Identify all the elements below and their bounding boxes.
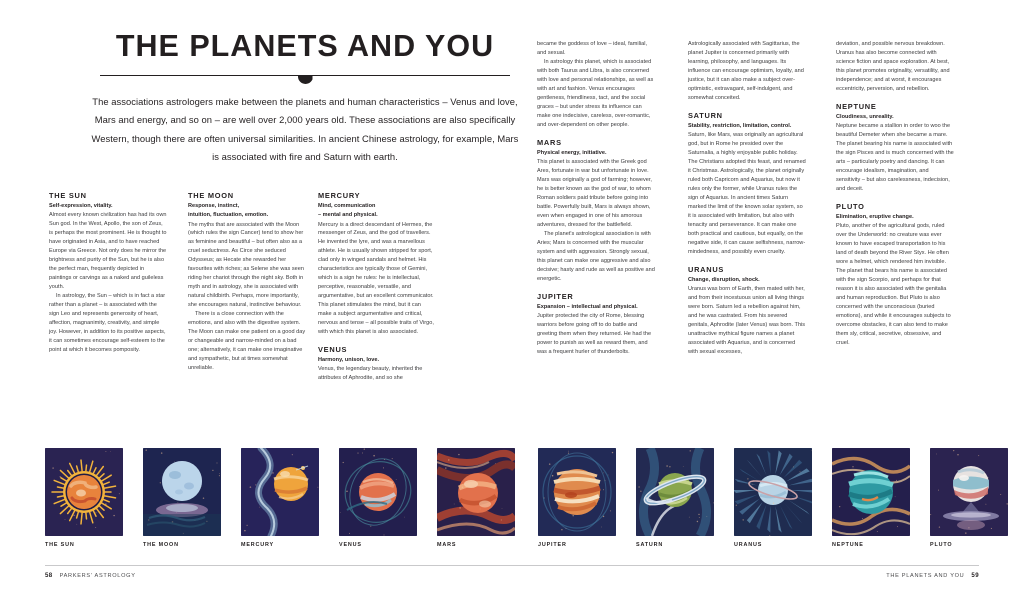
- planet-card-sun[interactable]: [45, 448, 123, 548]
- planet-caption: MARS: [437, 542, 457, 548]
- planet-card-neptune[interactable]: [832, 448, 910, 548]
- sun-illustration: [45, 448, 123, 536]
- section-subheading: Elimination, eruptive change.: [836, 213, 914, 220]
- body-paragraph: In astrology, the Sun – which is in fact a star rather than a planet – is associated with the sign Leo and represents generosity of heart, affection, magnanimity, creativity, and simple joy. However, in addition to its positive aspects, it can sometimes encourage self-esteem to the point at which it becomes pomposity.: [49, 293, 166, 353]
- planet-caption: SATURN: [636, 542, 664, 548]
- divider-dot-icon: [298, 69, 313, 84]
- body-paragraph: Saturn, like Mars, was originally an agricultural god, but in Rome he presided over the Saturnalia, a highly enjoyable public holiday. The Christians adopted this feast, and renamed it Christmas. Astrologically, the planet originally ruled both Capricorn and Aquarius, but now it rules only the former, while Uranus rules the sign of Aquarius. In ancient times Saturn marked the limit of the known solar system, so it is associated with limitation, but also with tenacity and perseverance. It can make one both practical and cautious, but equally, on the negative side, it can cause selfishness, narrow-mindedness, and possibly even cruelty.: [688, 132, 806, 255]
- section-subheading: Expansion – intellectual and physical.: [537, 303, 638, 310]
- jupiter-illustration: [538, 448, 616, 536]
- body-paragraph: The planet's astrological association is with Aries; Mars is concerned with the muscular system and with aggression. Strongly sexual, this planet can make one aggressive and also decisive; hasty and rude as well as positive and energetic.: [537, 230, 655, 282]
- title-block: [90, 30, 520, 166]
- column-jupiter-saturn-uranus: [688, 40, 806, 357]
- section-subheading: Cloudiness, unreality.: [836, 113, 894, 120]
- body-paragraph: Jupiter protected the city of Rome, blessing warriors before going off to do battle and greeting them when they returned. He had the power to punish as well as reward them, and was a frequent hurler of thunderbolts.: [537, 313, 652, 355]
- body-paragraph: This planet is associated with the Greek god Ares, fortunate in war but unfortunate in love. Mars was originally a god of farming; however, he is better known as the god of war, to whom Roman soldiers paid tribute before going into battle. Powerfully built, Mars is always shown, even when engaged in one of his amorous adventures, dressed for the battlefield.: [537, 159, 652, 228]
- section-heading: NEPTUNE: [836, 101, 877, 111]
- section-heading: URANUS: [688, 264, 725, 274]
- body-paragraph: Neptune became a stallion in order to woo the beautiful Demeter when she became a mare. The planet bearing his name is associated with the sign Pisces and is much concerned with the arts – particularly poetry and dancing. It can encourage idealism, imagination, and sensitivity – but also carelessness, indecision, and deceit.: [836, 123, 954, 192]
- intro-paragraph: The associations astrologers make between the planets and human characteristics – Venus and love, Mars and energy, and so on – are well over 2,000 years old. These associations are also specifically Western, though there are often universal similarities. In ancient Chinese astrology, for example, Mars is associated with fire and Saturn with earth.: [91, 95, 519, 162]
- footer-left: [45, 572, 136, 579]
- title-divider: [100, 69, 510, 83]
- section-subheading: Response, instinct,: [188, 202, 240, 209]
- folio-right: 59: [971, 572, 979, 579]
- mercury-illustration: [241, 448, 319, 536]
- column-mercury-venus: [318, 192, 436, 383]
- body-paragraph: There is a close connection with the emotions, and also with the digestive system. The Moon can make one patient on a good day or changeable and narrow-minded on a bad one; alternatively, it can make one imaginative and sympathetic, but at times somewhat unreliable.: [188, 311, 306, 372]
- pluto-illustration: [930, 448, 1008, 536]
- column-uranus-neptune-pluto: [836, 40, 954, 348]
- planet-card-moon[interactable]: [143, 448, 221, 548]
- section-heading: SATURN: [688, 110, 723, 120]
- planet-caption: URANUS: [734, 542, 763, 548]
- planet-caption: NEPTUNE: [832, 542, 864, 548]
- planet-card-saturn[interactable]: [636, 448, 714, 548]
- planet-card-jupiter[interactable]: [538, 448, 616, 548]
- uranus-illustration: [734, 448, 812, 536]
- body-paragraph: Almost every known civilization has had its own Sun god. In the West, Apollo, the son of Zeus, is perhaps the most prominent. He is thought to have originated in Asia, and to have reached Europe via Greece. Not only does he mirror the brightness and purity of the Sun, but he is also the perfect man, frequently depicted in paintings or carvings as a naked and guileless youth.: [49, 212, 167, 291]
- folio-left: 58: [45, 572, 53, 579]
- planet-card-mars[interactable]: [437, 448, 515, 548]
- column-the-moon: [188, 192, 306, 373]
- page-title: THE PLANETS AND YOU: [115, 29, 495, 63]
- body-paragraph: Astrologically associated with Sagittarius, the planet Jupiter is concerned primarily with learning, philosophy, and languages. Its influence can encourage optimism, loyalty, and justice, but it can also make a subject over-optimistic, extravagant, self-indulgent, and somewhat conceited.: [688, 41, 804, 101]
- body-paragraph: In astrology this planet, which is associated with both Taurus and Libra, is also concerned with love and personal relationships, as well as with art and fashion. Venus encourages gentleness, friendliness, tact, and the social graces – but under stress its influence can make one indecisive, careless, over-romantic, and over-dependent on other people.: [537, 58, 654, 128]
- section-subheading: Mind, communication: [318, 202, 376, 209]
- running-head-right: THE PLANETS AND YOU: [886, 572, 965, 579]
- venus-illustration: [339, 448, 417, 536]
- planet-card-venus[interactable]: [339, 448, 417, 548]
- planet-strip-right: [538, 448, 1008, 548]
- section-heading: THE SUN: [49, 191, 87, 200]
- planet-caption: THE MOON: [143, 542, 179, 548]
- section-subheading: – mental and physical.: [318, 212, 378, 219]
- section-heading: THE MOON: [188, 191, 234, 200]
- section-heading: PLUTO: [836, 201, 865, 211]
- section-subheading: Self-expression, vitality.: [49, 202, 113, 209]
- planet-caption: VENUS: [339, 542, 362, 548]
- body-paragraph: Venus, the legendary beauty, inherited the attributes of Aphrodite, and so she: [318, 366, 423, 382]
- planet-caption: THE SUN: [45, 542, 75, 548]
- body-paragraph: Mercury is a direct descendant of Hermes, the messenger of Zeus, and the god of travellers. He invented the lyre, and was a marvellous athlete. He is usually shown stripped for sport, clad only in winged sandals and helmet. His characteristics are typically those of Gemini, which is a sign he rules: he is intellectual, perceptive, reasonable, versatile, and argumentative, but an excellent communicator. This planet stimulates the mind, but it can make a subject argumentative and critical, nervous and tense – all possible traits of Virgo, with which this planet is also associated.: [318, 221, 434, 336]
- planet-caption: JUPITER: [538, 542, 567, 548]
- planet-card-mercury[interactable]: [241, 448, 319, 548]
- section-subheading: Change, disruption, shock.: [688, 276, 760, 283]
- body-paragraph: deviation, and possible nervous breakdown. Uranus has also become connected with science fiction and space exploration. At best, this planet promotes originality, versatility, and independence; and at worst, it encourages eccentricity, perversion, and rebellion.: [836, 41, 950, 92]
- body-paragraph: became the goddess of love – ideal, familial, and sexual.: [537, 41, 648, 56]
- saturn-illustration: [636, 448, 714, 536]
- body-paragraph: The myths that are associated with the Moon (which rules the sign Cancer) tend to show her as feminine and beautiful – but often also as a cruel seductress. As Circe she seduced Odysseus; as Hecate she rewarded her favourites with riches; as Selene she was seen riding her chariot through the night sky. Both in myth and in astrology, she is associated with natural childbirth. Perhaps, more importantly, she encourages natural, instinctive behaviour.: [188, 221, 304, 309]
- column-venus-mars-jupiter: [537, 40, 655, 357]
- neptune-illustration: [832, 448, 910, 536]
- mars-illustration: [437, 448, 515, 536]
- planet-caption: PLUTO: [930, 542, 953, 548]
- running-head-left: PARKERS' ASTROLOGY: [59, 572, 136, 579]
- moon-illustration: [143, 448, 221, 536]
- planet-card-pluto[interactable]: [930, 448, 1008, 548]
- footer-right: [886, 572, 979, 579]
- section-subheading: Harmony, unison, love.: [318, 357, 380, 364]
- column-the-sun: [49, 192, 167, 355]
- section-subheading: Physical energy, initiative.: [537, 149, 607, 156]
- footer-rule: [45, 565, 979, 566]
- planet-card-uranus[interactable]: [734, 448, 812, 548]
- section-heading: MARS: [537, 137, 562, 147]
- body-paragraph: Pluto, another of the agricultural gods, ruled over the Underworld: no creature was ever known to have escaped transportation to his land of death beyond the River Styx. He often wore a helmet, which rendered him invisible. The planet that bears his name is associated with the sign Scorpio, and perhaps for that reason it is also associated with the genitalia and human reproduction. But Pluto is also concerned with the unconscious (buried emotions), and while it encourages subjects to overcome obstacles, it can also tend to make them sly, critical, secretive, obsessive, and cruel.: [836, 223, 951, 346]
- planet-strip-left: [45, 448, 515, 548]
- section-heading: VENUS: [318, 345, 348, 355]
- planet-caption: MERCURY: [241, 542, 275, 548]
- body-paragraph: Uranus was born of Earth, then mated with her, and from their incestuous union all living things were born. Saturn led a rebellion against him, and he was castrated. From his severed genitals, Aphrodite (later Venus) was born. This unattractive mythical figure names a planet associated with Aquarius, and is concerned with sexual excesses,: [688, 286, 806, 355]
- section-heading: MERCURY: [318, 191, 361, 200]
- section-heading: JUPITER: [537, 291, 574, 301]
- section-subheading: intuition, fluctuation, emotion.: [188, 212, 269, 219]
- section-subheading: Stability, restriction, limitation, control.: [688, 122, 792, 129]
